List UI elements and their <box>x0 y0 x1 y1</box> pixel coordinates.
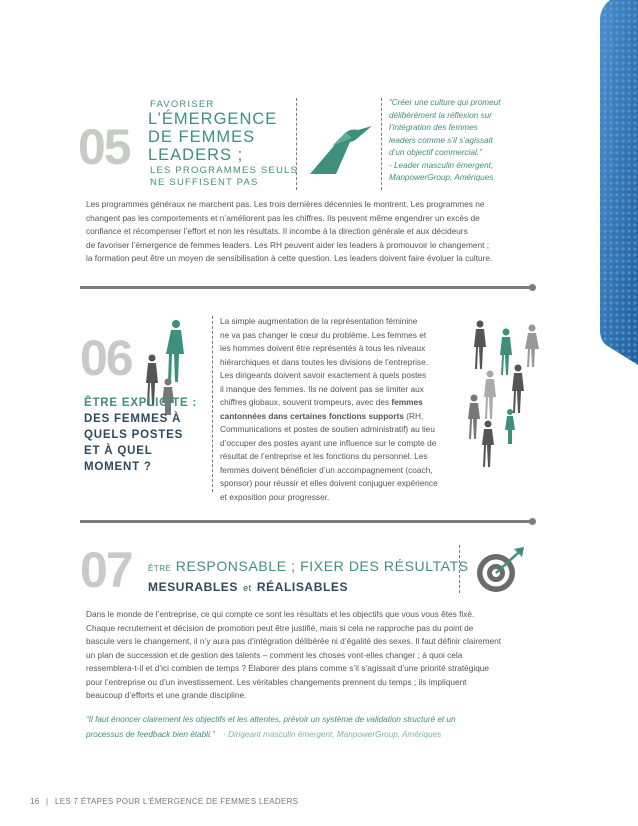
body-line: beaucoup d’efforts et une grande discipline. <box>86 690 247 700</box>
body-line: d’occuper des postes ayant une influence sur le compte de <box>220 437 437 448</box>
body-text: (RH, <box>403 410 424 421</box>
body-line: de favoriser l’émergence de femmes leaders. Les RH peuvent aider les leaders à promouvoir le changement ; <box>86 239 490 250</box>
divider-dotted <box>459 545 460 593</box>
section06-title-line1: ÊTRE EXPLICITE : <box>84 397 198 409</box>
quote-line: leaders comme s’il s’agissait <box>389 135 493 145</box>
section06-title <box>84 395 197 475</box>
section07-title <box>148 557 469 597</box>
section07-title-word: RÉALISABLES <box>256 580 349 594</box>
section05-title-line3: LEADERS ; <box>148 146 244 164</box>
body-line <box>220 396 452 410</box>
body-line: Les programmes généraux ne marchent pas. Les trois dernières décennies le montrent. Les programmes ne <box>86 199 485 209</box>
body-line: hiérarchiques et dans toutes les divisions de l’entreprise. <box>220 356 428 367</box>
page-footer <box>30 797 298 806</box>
section07-title-word: et <box>243 583 252 593</box>
quote-attribution: - Leader masculin émergent, <box>389 160 494 170</box>
section05-body <box>86 198 526 266</box>
section07-title-word: MESURABLES <box>148 580 239 594</box>
body-bold: cantonnées dans certaines fonctions supports <box>220 410 404 421</box>
section05-quote <box>389 97 539 185</box>
quote-line: l’intégration des femmes <box>389 123 478 132</box>
divider-dotted <box>212 316 213 492</box>
body-line: ressemblera-t-il et d’ici combien de temps ? Élaborer des plans comme s’il s’agissait d’une priorité stratégique <box>86 663 490 673</box>
section07-body <box>86 608 546 703</box>
section07-title-line2 <box>148 578 469 597</box>
section05-title-line2: DE FEMMES <box>148 128 256 146</box>
quote-text: processus de feedback bien établi.” <box>86 730 215 739</box>
section05-subtitle <box>150 165 298 189</box>
body-line: les hommes doivent être représentés à tous les niveaux <box>220 343 426 353</box>
body-line: résultat de l’entreprise et les fonctions du personnel. Les <box>220 451 428 461</box>
section-number-05: 05 <box>78 119 130 175</box>
section07-title-line1 <box>148 557 469 578</box>
body-line: et exposition pour progresser. <box>220 491 330 502</box>
body-line: La simple augmentation de la représentation féminine <box>220 316 418 326</box>
body-line: Dans le monde de l’entreprise, ce qui compte ce sont les résultats et les objectifs que vous vous êtes fixé. <box>86 609 475 619</box>
body-line: bascule vers le changement, il n’y aura pas d’intégration délibérée ni d’égalité des sexes. Il faut définir clairement <box>86 636 502 646</box>
quote-line: délibérément la réflexion sur <box>389 110 492 120</box>
body-line: un plan de succession et de gestion des talents – comment les choses vont-elles changer ; à quoi cela <box>86 649 463 660</box>
women-silhouettes-icon <box>462 318 552 483</box>
section05-subtitle-line1: LES PROGRAMMES SEULS <box>150 165 299 176</box>
body-line: sponsor) pour réussir et elles doivent conjuguer expérience <box>220 478 438 488</box>
quote-line: “Il faut énoncer clairement les objectifs et les attentes, prévoir un système de validation structuré et un <box>86 715 456 724</box>
ribbon-pattern-icon <box>596 0 638 365</box>
bird-icon <box>306 120 374 181</box>
body-line <box>220 410 452 424</box>
quote-line <box>86 727 526 742</box>
section05-subtitle-line2: NE SUFFISENT PAS <box>150 177 259 188</box>
body-bold: femmes <box>391 397 423 407</box>
quote-attribution: - Dirigeant masculin émergent, ManpowerGroup, Amériques <box>223 730 442 739</box>
section-number-06: 06 <box>80 330 132 386</box>
target-arrow-icon <box>474 545 526 600</box>
section06-body <box>220 315 452 504</box>
body-line: la formation peut être un moyen de sensibilisation à cette question. Les leaders doivent faire évoluer la culture. <box>86 253 493 263</box>
quote-line: “Créer une culture qui promeut <box>389 98 501 107</box>
body-line: ne va pas changer le cœur du problème. Les femmes et <box>220 329 427 340</box>
body-line: il manque des femmes. Ils ne doivent pas se limiter aux <box>220 383 424 394</box>
divider-dotted <box>381 98 382 190</box>
page-number: 16 <box>30 797 40 806</box>
section05-title <box>148 110 277 164</box>
section06-title-line2: DES FEMMES À <box>84 413 182 425</box>
section05-kicker: FAVORISER <box>150 99 215 110</box>
section06-title-line4: ET À QUEL <box>84 445 153 457</box>
body-line: pour l’entreprise ou d’un investissement. Les véritables changements prennent du temps ; ils impliquent <box>86 676 467 687</box>
section-divider-bar <box>80 286 532 289</box>
body-line: Chaque recrutement et décision de promotion peut être justifié, mais si cela ne rapproche pas du point de <box>86 622 474 633</box>
section07-title-prefix: ÊTRE <box>148 564 172 573</box>
quote-line: d’un objectif commercial.” <box>389 148 482 157</box>
footer-title: LES 7 ÉTAPES POUR L’ÉMERGENCE DE FEMMES LEADERS <box>54 797 299 806</box>
section05-title-line1: L’ÉMERGENCE <box>148 110 278 128</box>
section06-title-line3: QUELS POSTES <box>84 429 184 441</box>
body-line: Communications et postes de soutien administratif) au lieu <box>220 424 435 434</box>
divider-dotted <box>296 98 297 190</box>
section07-title-main: RESPONSABLE ; FIXER DES RÉSULTATS <box>175 558 469 574</box>
body-line: femmes doivent bénéficier d’un accompagnement (coach, <box>220 464 433 475</box>
section-number-07: 07 <box>80 542 132 598</box>
footer-separator: | <box>46 797 49 806</box>
quote-attribution: ManpowerGroup, Amériques <box>389 173 494 182</box>
body-line: changent pas les comportements et n’améliorent pas les chiffres. Ils peuvent même engendrer un excès de <box>86 212 480 223</box>
section06-title-line5: MOMENT ? <box>84 461 152 473</box>
section-divider-bar <box>80 520 532 523</box>
body-text: chiffres globaux, souvent trompeurs, avec des <box>220 397 390 407</box>
body-line: Les dirigeants doivent savoir exactement à quels postes <box>220 370 427 380</box>
body-line: confiance et récompenser l’effort et non les résultats. Il incombe à la direction générale et aux décideurs <box>86 226 468 236</box>
section07-quote <box>86 712 526 742</box>
